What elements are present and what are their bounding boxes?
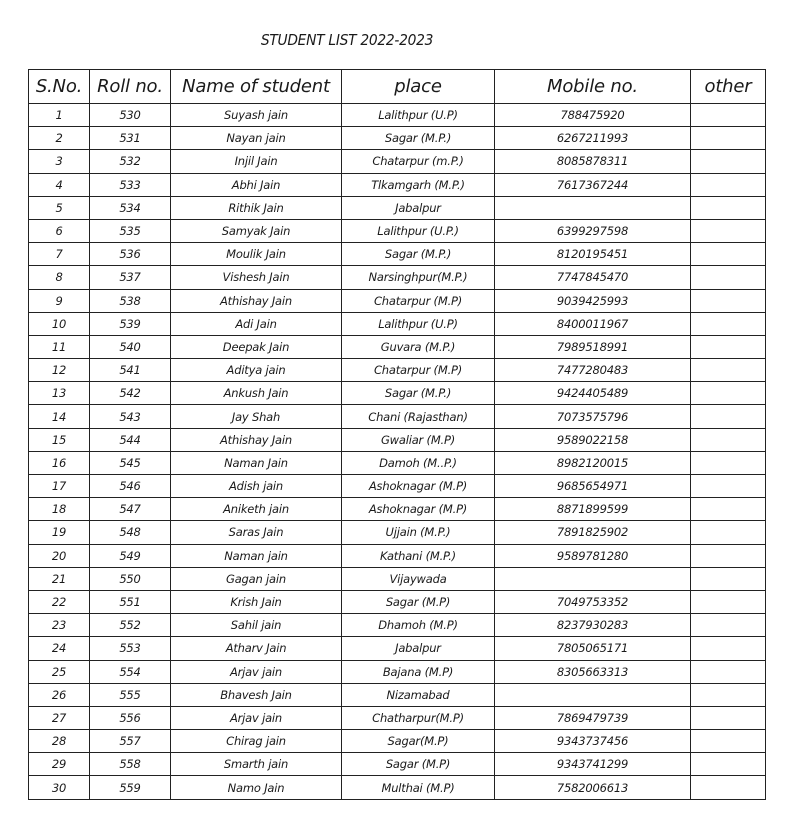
- cell-roll: 532: [90, 150, 171, 173]
- cell-sno: 30: [29, 776, 90, 799]
- cell-mobile: 7477280483: [495, 359, 691, 382]
- table-row: [29, 614, 766, 637]
- cell-name: Suyash jain: [171, 104, 342, 127]
- table-row: [29, 127, 766, 150]
- cell-sno: 19: [29, 521, 90, 544]
- cell-other: [691, 289, 766, 312]
- cell-roll: 540: [90, 335, 171, 358]
- cell-mobile: 7617367244: [495, 173, 691, 196]
- cell-mobile: 7989518991: [495, 335, 691, 358]
- cell-name: Athishay Jain: [171, 289, 342, 312]
- cell-mobile: 7891825902: [495, 521, 691, 544]
- table-row: [29, 660, 766, 683]
- table-row: [29, 451, 766, 474]
- cell-roll: 539: [90, 312, 171, 335]
- cell-sno: 17: [29, 475, 90, 498]
- cell-roll: 543: [90, 405, 171, 428]
- cell-roll: 541: [90, 359, 171, 382]
- cell-name: Krish Jain: [171, 590, 342, 613]
- cell-name: Saras Jain: [171, 521, 342, 544]
- cell-place: Lalithpur (U.P.): [342, 219, 495, 242]
- cell-other: [691, 730, 766, 753]
- cell-place: Sagar (M.P.): [342, 243, 495, 266]
- cell-other: [691, 660, 766, 683]
- cell-name: Rithik Jain: [171, 196, 342, 219]
- cell-sno: 16: [29, 451, 90, 474]
- cell-roll: 545: [90, 451, 171, 474]
- cell-place: Sagar(M.P): [342, 730, 495, 753]
- cell-roll: 547: [90, 498, 171, 521]
- cell-place: Jabalpur: [342, 637, 495, 660]
- column-header-place: place: [342, 70, 495, 104]
- cell-roll: 559: [90, 776, 171, 799]
- cell-sno: 20: [29, 544, 90, 567]
- table-row: [29, 590, 766, 613]
- cell-roll: 531: [90, 127, 171, 150]
- cell-other: [691, 521, 766, 544]
- cell-roll: 555: [90, 683, 171, 706]
- table-row: [29, 405, 766, 428]
- cell-name: Arjav jain: [171, 706, 342, 729]
- column-header-roll: Roll no.: [90, 70, 171, 104]
- cell-roll: 535: [90, 219, 171, 242]
- cell-other: [691, 683, 766, 706]
- cell-sno: 24: [29, 637, 90, 660]
- cell-place: Chatarpur (M.P): [342, 359, 495, 382]
- cell-mobile: 7582006613: [495, 776, 691, 799]
- cell-name: Abhi Jain: [171, 173, 342, 196]
- cell-mobile: 9424405489: [495, 382, 691, 405]
- cell-name: Aditya jain: [171, 359, 342, 382]
- table-row: [29, 544, 766, 567]
- cell-mobile: 8982120015: [495, 451, 691, 474]
- cell-other: [691, 173, 766, 196]
- cell-mobile: 9589022158: [495, 428, 691, 451]
- cell-name: Adi Jain: [171, 312, 342, 335]
- cell-mobile: 9589781280: [495, 544, 691, 567]
- cell-mobile: 7073575796: [495, 405, 691, 428]
- cell-other: [691, 150, 766, 173]
- table-row: [29, 243, 766, 266]
- cell-other: [691, 196, 766, 219]
- cell-place: Ashoknagar (M.P): [342, 475, 495, 498]
- cell-other: [691, 753, 766, 776]
- cell-mobile: 7747845470: [495, 266, 691, 289]
- cell-name: Arjav jain: [171, 660, 342, 683]
- cell-place: Lalithpur (U.P): [342, 104, 495, 127]
- cell-other: [691, 637, 766, 660]
- cell-name: Gagan jain: [171, 567, 342, 590]
- cell-mobile: 8871899599: [495, 498, 691, 521]
- column-header-sno: S.No.: [29, 70, 90, 104]
- cell-roll: 554: [90, 660, 171, 683]
- cell-sno: 4: [29, 173, 90, 196]
- cell-roll: 533: [90, 173, 171, 196]
- cell-place: Damoh (M..P.): [342, 451, 495, 474]
- cell-other: [691, 243, 766, 266]
- cell-sno: 13: [29, 382, 90, 405]
- cell-roll: 550: [90, 567, 171, 590]
- cell-sno: 28: [29, 730, 90, 753]
- cell-name: Naman jain: [171, 544, 342, 567]
- cell-sno: 12: [29, 359, 90, 382]
- cell-roll: 534: [90, 196, 171, 219]
- cell-sno: 11: [29, 335, 90, 358]
- cell-mobile: 9343737456: [495, 730, 691, 753]
- cell-other: [691, 104, 766, 127]
- cell-place: Sagar (M.P): [342, 753, 495, 776]
- table-row: [29, 706, 766, 729]
- cell-mobile: [495, 683, 691, 706]
- table-row: [29, 382, 766, 405]
- table-row: [29, 312, 766, 335]
- cell-name: Jay Shah: [171, 405, 342, 428]
- cell-sno: 22: [29, 590, 90, 613]
- table-row: [29, 498, 766, 521]
- cell-mobile: 8237930283: [495, 614, 691, 637]
- cell-sno: 1: [29, 104, 90, 127]
- cell-sno: 14: [29, 405, 90, 428]
- cell-other: [691, 127, 766, 150]
- cell-roll: 530: [90, 104, 171, 127]
- cell-name: Adish jain: [171, 475, 342, 498]
- cell-other: [691, 428, 766, 451]
- cell-name: Vishesh Jain: [171, 266, 342, 289]
- cell-name: Sahil jain: [171, 614, 342, 637]
- cell-other: [691, 359, 766, 382]
- cell-sno: 7: [29, 243, 90, 266]
- cell-place: Nizamabad: [342, 683, 495, 706]
- cell-other: [691, 590, 766, 613]
- cell-mobile: [495, 567, 691, 590]
- table-row: [29, 150, 766, 173]
- cell-name: Atharv Jain: [171, 637, 342, 660]
- cell-roll: 548: [90, 521, 171, 544]
- cell-other: [691, 219, 766, 242]
- table-row: [29, 567, 766, 590]
- cell-roll: 557: [90, 730, 171, 753]
- table-row: [29, 475, 766, 498]
- cell-sno: 8: [29, 266, 90, 289]
- cell-roll: 551: [90, 590, 171, 613]
- table-row: [29, 683, 766, 706]
- cell-roll: 542: [90, 382, 171, 405]
- cell-name: Namo Jain: [171, 776, 342, 799]
- cell-name: Naman Jain: [171, 451, 342, 474]
- cell-place: Bajana (M.P): [342, 660, 495, 683]
- cell-place: Chatarpur (m.P.): [342, 150, 495, 173]
- document-title: STUDENT LIST 2022-2023: [260, 31, 434, 49]
- cell-sno: 29: [29, 753, 90, 776]
- cell-place: Chani (Rajasthan): [342, 405, 495, 428]
- cell-place: Guvara (M.P.): [342, 335, 495, 358]
- cell-mobile: 7049753352: [495, 590, 691, 613]
- cell-place: Ashoknagar (M.P): [342, 498, 495, 521]
- column-header-other: other: [691, 70, 766, 104]
- column-header-mobile: Mobile no.: [495, 70, 691, 104]
- cell-name: Samyak Jain: [171, 219, 342, 242]
- table-row: [29, 266, 766, 289]
- cell-place: Dhamoh (M.P): [342, 614, 495, 637]
- cell-other: [691, 475, 766, 498]
- table-row: [29, 753, 766, 776]
- cell-place: Lalithpur (U.P): [342, 312, 495, 335]
- cell-mobile: 8085878311: [495, 150, 691, 173]
- cell-mobile: 9685654971: [495, 475, 691, 498]
- cell-other: [691, 498, 766, 521]
- cell-mobile: 9039425993: [495, 289, 691, 312]
- cell-place: Multhai (M.P): [342, 776, 495, 799]
- cell-roll: 538: [90, 289, 171, 312]
- cell-sno: 18: [29, 498, 90, 521]
- cell-other: [691, 776, 766, 799]
- table-header-row: [29, 70, 766, 104]
- cell-mobile: 8305663313: [495, 660, 691, 683]
- cell-sno: 25: [29, 660, 90, 683]
- column-header-name: Name of student: [171, 70, 342, 104]
- cell-roll: 544: [90, 428, 171, 451]
- cell-sno: 2: [29, 127, 90, 150]
- cell-name: Injil Jain: [171, 150, 342, 173]
- table-row: [29, 428, 766, 451]
- cell-name: Deepak Jain: [171, 335, 342, 358]
- cell-other: [691, 451, 766, 474]
- cell-place: Sagar (M.P.): [342, 127, 495, 150]
- cell-place: Sagar (M.P): [342, 590, 495, 613]
- cell-mobile: 6267211993: [495, 127, 691, 150]
- table-row: [29, 776, 766, 799]
- cell-roll: 537: [90, 266, 171, 289]
- cell-other: [691, 567, 766, 590]
- cell-place: Chatharpur(M.P): [342, 706, 495, 729]
- table-row: [29, 289, 766, 312]
- cell-name: Ankush Jain: [171, 382, 342, 405]
- table-row: [29, 359, 766, 382]
- cell-sno: 9: [29, 289, 90, 312]
- cell-mobile: 7869479739: [495, 706, 691, 729]
- cell-sno: 26: [29, 683, 90, 706]
- cell-sno: 3: [29, 150, 90, 173]
- cell-place: Chatarpur (M.P): [342, 289, 495, 312]
- cell-name: Aniketh jain: [171, 498, 342, 521]
- cell-place: Kathani (M.P.): [342, 544, 495, 567]
- cell-other: [691, 382, 766, 405]
- cell-other: [691, 405, 766, 428]
- table-row: [29, 104, 766, 127]
- cell-other: [691, 335, 766, 358]
- cell-place: Vijaywada: [342, 567, 495, 590]
- cell-other: [691, 266, 766, 289]
- student-list-table: [28, 69, 766, 800]
- cell-roll: 558: [90, 753, 171, 776]
- table-row: [29, 173, 766, 196]
- cell-roll: 556: [90, 706, 171, 729]
- cell-roll: 552: [90, 614, 171, 637]
- cell-mobile: 7805065171: [495, 637, 691, 660]
- cell-other: [691, 312, 766, 335]
- cell-mobile: [495, 196, 691, 219]
- cell-sno: 23: [29, 614, 90, 637]
- cell-name: Smarth jain: [171, 753, 342, 776]
- cell-sno: 21: [29, 567, 90, 590]
- cell-name: Chirag jain: [171, 730, 342, 753]
- cell-sno: 27: [29, 706, 90, 729]
- cell-place: Tlkamgarh (M.P.): [342, 173, 495, 196]
- cell-roll: 546: [90, 475, 171, 498]
- cell-place: Sagar (M.P.): [342, 382, 495, 405]
- cell-place: Narsinghpur(M.P.): [342, 266, 495, 289]
- cell-mobile: 6399297598: [495, 219, 691, 242]
- table-row: [29, 730, 766, 753]
- cell-sno: 5: [29, 196, 90, 219]
- table-row: [29, 521, 766, 544]
- table-row: [29, 219, 766, 242]
- cell-roll: 549: [90, 544, 171, 567]
- cell-other: [691, 614, 766, 637]
- cell-name: Bhavesh Jain: [171, 683, 342, 706]
- cell-sno: 6: [29, 219, 90, 242]
- cell-mobile: 8120195451: [495, 243, 691, 266]
- table-row: [29, 196, 766, 219]
- cell-sno: 15: [29, 428, 90, 451]
- table-row: [29, 335, 766, 358]
- cell-roll: 553: [90, 637, 171, 660]
- cell-place: Ujjain (M.P.): [342, 521, 495, 544]
- table-row: [29, 637, 766, 660]
- cell-other: [691, 706, 766, 729]
- cell-name: Nayan jain: [171, 127, 342, 150]
- cell-sno: 10: [29, 312, 90, 335]
- cell-name: Athishay Jain: [171, 428, 342, 451]
- cell-mobile: 9343741299: [495, 753, 691, 776]
- cell-mobile: 788475920: [495, 104, 691, 127]
- cell-other: [691, 544, 766, 567]
- cell-roll: 536: [90, 243, 171, 266]
- cell-place: Gwaliar (M.P): [342, 428, 495, 451]
- cell-name: Moulik Jain: [171, 243, 342, 266]
- cell-place: Jabalpur: [342, 196, 495, 219]
- cell-mobile: 8400011967: [495, 312, 691, 335]
